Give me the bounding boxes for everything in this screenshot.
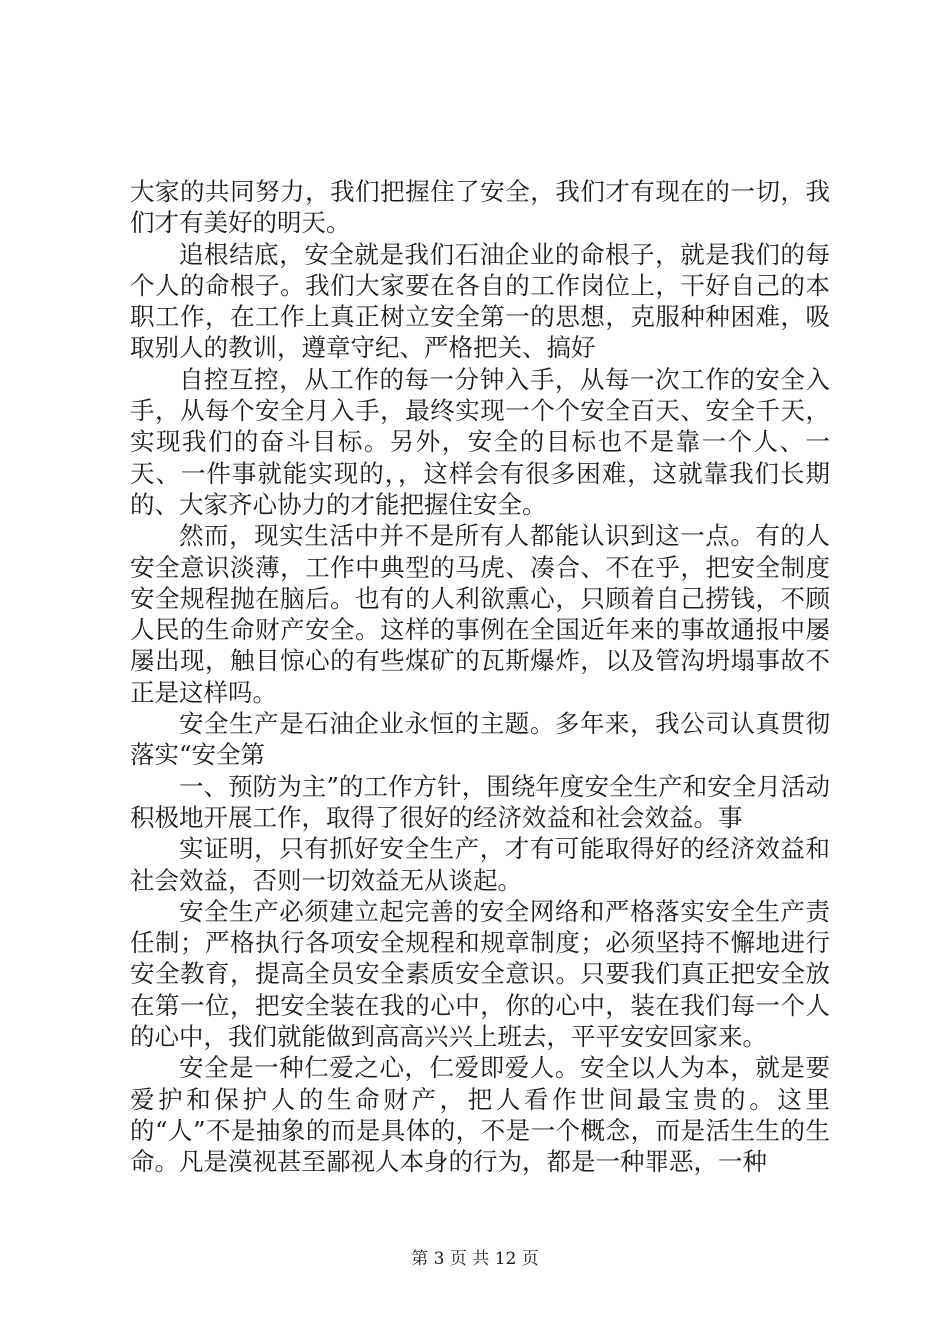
- paragraph: 安全生产是石油企业永恒的主题。多年来，我公司认真贯彻落实“安全第: [130, 709, 830, 770]
- paragraph: 安全生产必须建立起完善的安全网络和严格落实安全生产责任制；严格执行各项安全规程和规章制度；必须坚持不懈地进行安全教育，提高全员安全素质安全意识。只要我们真正把安全放在第一位，把安全装在我的心中，你的心中，装在我们每一个人的心中，我们就能做到高高兴兴上班去，平平安安回家来。: [130, 896, 830, 1052]
- paragraph: 实证明，只有抓好安全生产，才有可能取得好的经济效益和社会效益，否则一切效益无从谈起。: [130, 834, 830, 895]
- paragraph: 大家的共同努力，我们把握住了安全，我们才有现在的一切，我们才有美好的明天。: [130, 177, 830, 238]
- paragraph: 安全是一种仁爱之心，仁爱即爱人。安全以人为本，就是要爱护和保护人的生命财产，把人看作世间最宝贵的。这里的“人”不是抽象的而是具体的，不是一个概念，而是活生生的生命。凡是漠视甚至鄙视人本身的行为，都是一种罪恶，一种: [130, 1053, 830, 1177]
- paragraph: 然而，现实生活中并不是所有人都能认识到这一点。有的人安全意识淡薄，工作中典型的马虎、凑合、不在乎，把安全制度安全规程抛在脑后。也有的人利欲熏心，只顾着自己捞钱，不顾人民的生命财产安全。这样的事例在全国近年来的事故通报中屡屡出现，触目惊心的有些煤矿的瓦斯爆炸，以及管沟坍塌事故不正是这样吗。: [130, 521, 830, 707]
- paragraph: 追根结底，安全就是我们石油企业的命根子，就是我们的每个人的命根子。我们大家要在各自的工作岗位上，干好自己的本职工作，在工作上真正树立安全第一的思想，克服种种困难，吸取别人的教训，遵章守纪、严格把关、搞好: [130, 239, 830, 363]
- document-body: [130, 176, 830, 1178]
- paragraph: 一、预防为主”的工作方针，围绕年度安全生产和安全月活动积极地开展工作，取得了很好的经济效益和社会效益。事: [130, 771, 830, 832]
- paragraph: 自控互控，从工作的每一分钟入手，从每一次工作的安全入手，从每个安全月入手，最终实现一个个安全百天、安全千天，实现我们的奋斗目标。另外，安全的目标也不是靠一个人、一天、一件事就能实现的，，这样会有很多困难，这就靠我们长期的、大家齐心协力的才能把握住安全。: [130, 364, 830, 519]
- page-number-footer: 第 3 页 共 12 页: [411, 1249, 539, 1269]
